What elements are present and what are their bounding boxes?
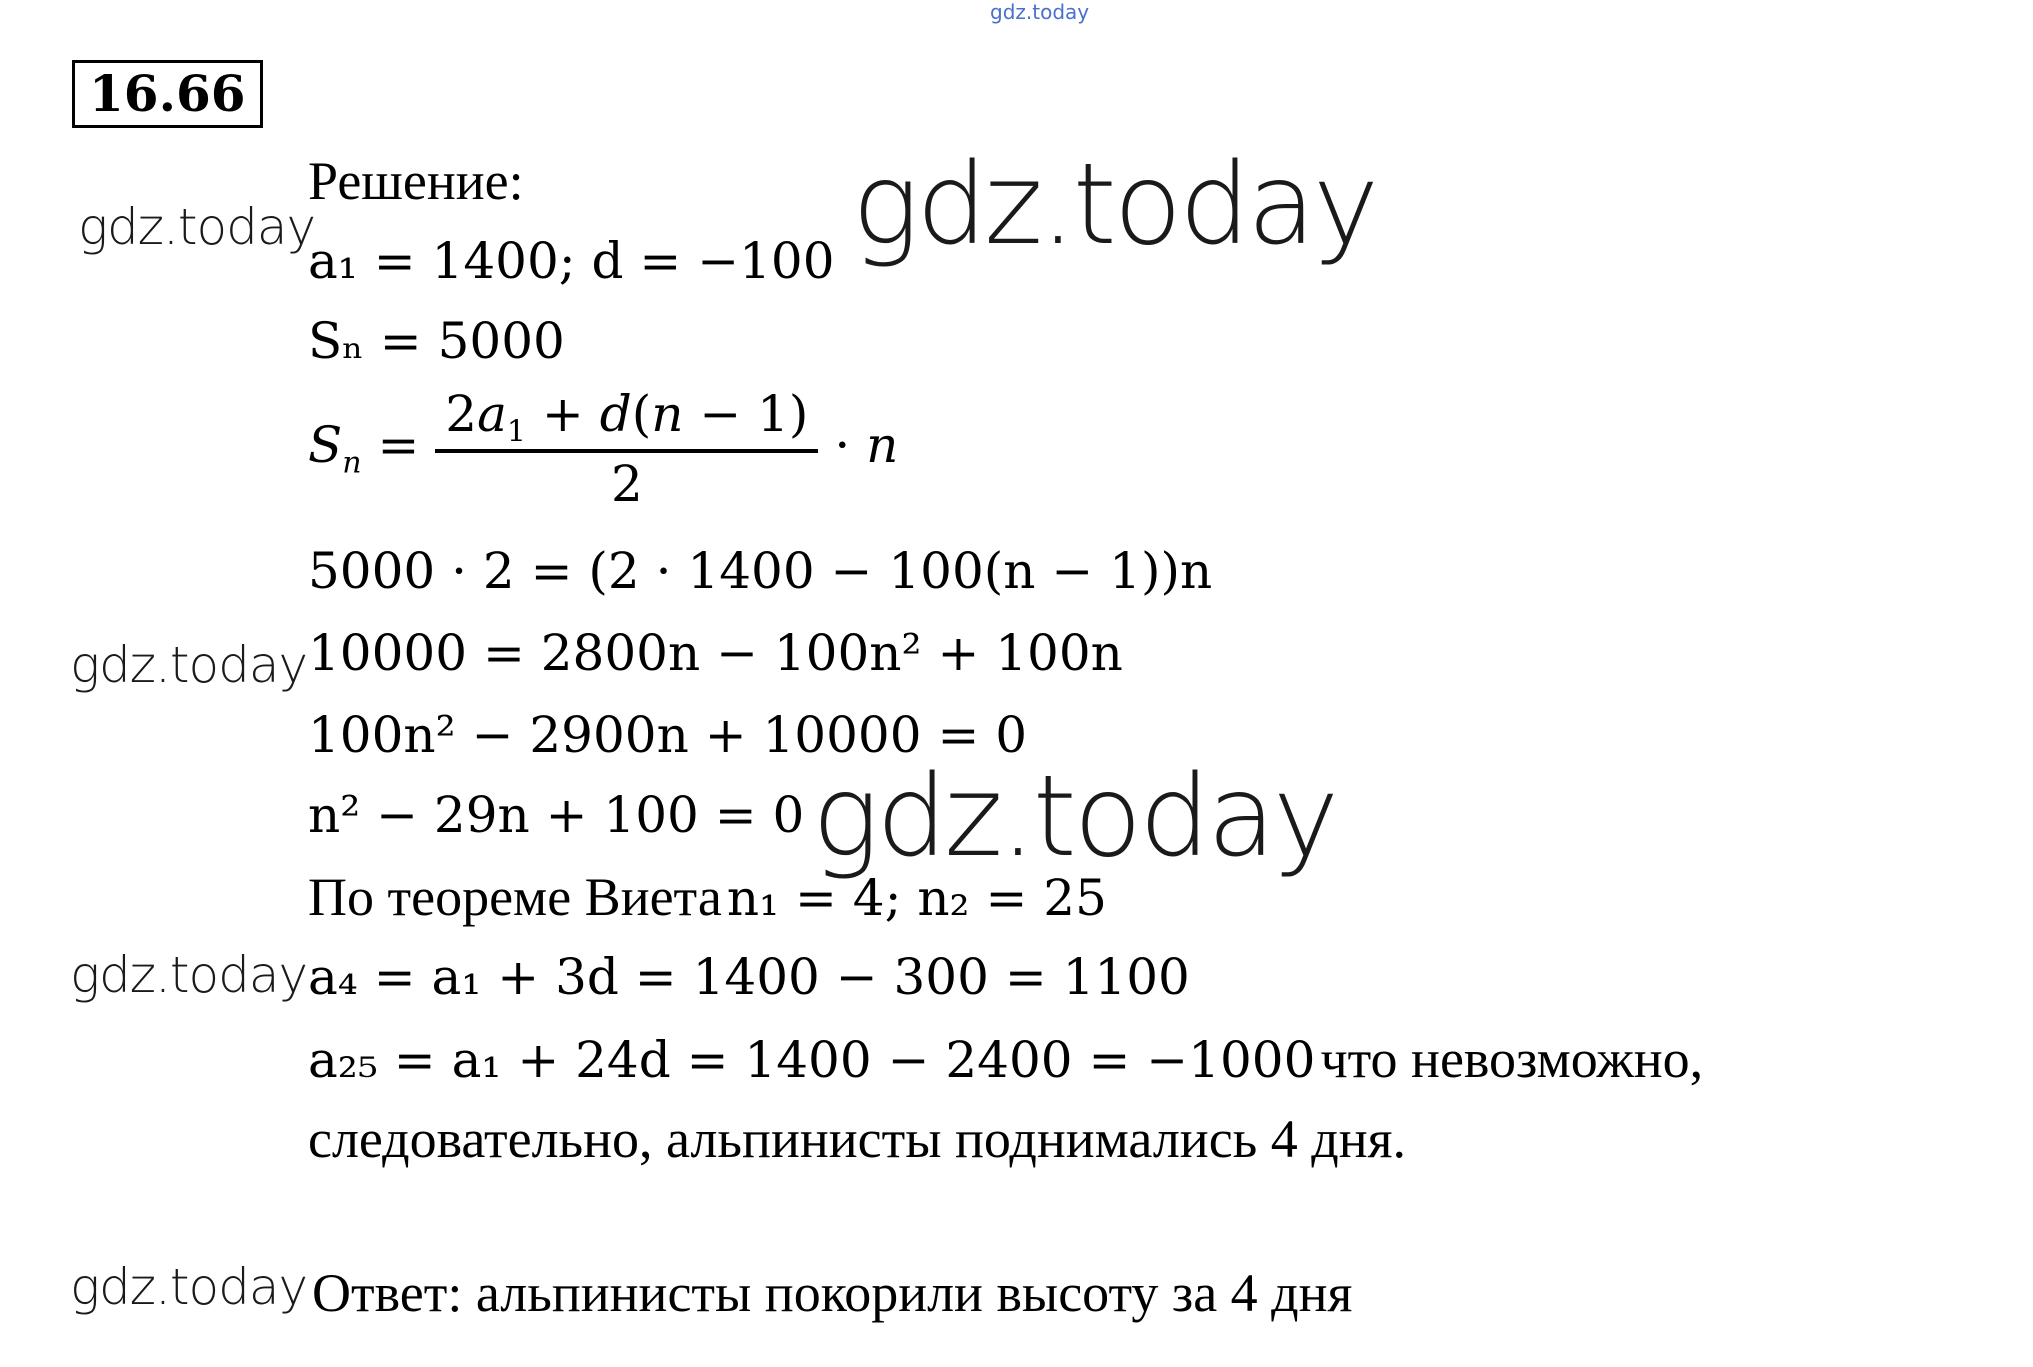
watermark-left-3: gdz.today	[70, 946, 308, 1004]
vieta-text: По теореме Виета	[308, 867, 722, 927]
formula-fraction	[435, 385, 818, 513]
fraction-denominator: 2	[610, 455, 643, 513]
vieta-line	[308, 866, 1107, 928]
a25-remark: что невозможно,	[1320, 1029, 1704, 1089]
equation-1: 5000 · 2 = (2 · 1400 − 100(n − 1))n	[308, 542, 1213, 600]
given-line-1: a₁ = 1400; d = −100	[308, 232, 835, 290]
watermark-left-2: gdz.today	[70, 636, 308, 694]
solution-label: Решение:	[308, 151, 524, 211]
a25-line	[308, 1028, 1703, 1090]
watermark-top: gdz.today	[990, 0, 1090, 24]
sum-formula	[308, 385, 898, 513]
vieta-roots: n₁ = 4; n₂ = 25	[726, 869, 1107, 927]
problem-number: 16.66	[72, 60, 263, 128]
conclusion-text: следовательно, альпинисты поднимались 4 дня.	[308, 1109, 1407, 1169]
a25-calculation: a₂₅ = a₁ + 24d = 1400 − 2400 = −1000	[308, 1031, 1316, 1089]
a4-calculation: a₄ = a₁ + 3d = 1400 − 300 = 1100	[308, 948, 1190, 1006]
watermark-left-4: gdz.today	[70, 1258, 308, 1316]
watermark-large-2: gdz.today	[812, 752, 1337, 882]
watermark-large-1: gdz.today	[852, 140, 1377, 270]
watermark-left-1: gdz.today	[78, 198, 316, 256]
equation-4: n² − 29n + 100 = 0	[308, 786, 805, 844]
equation-3: 100n² − 2900n + 10000 = 0	[308, 706, 1028, 764]
fraction-numerator: $2a_1 + d(n - 1)$	[435, 385, 818, 453]
formula-lhs: $S_n$ =	[308, 416, 436, 481]
formula-multiplier: · n	[834, 416, 899, 474]
answer-text: Ответ: альпинисты покорили высоту за 4 дня	[312, 1263, 1353, 1323]
given-line-2: Sₙ = 5000	[308, 312, 565, 370]
equation-2: 10000 = 2800n − 100n² + 100n	[308, 624, 1123, 682]
